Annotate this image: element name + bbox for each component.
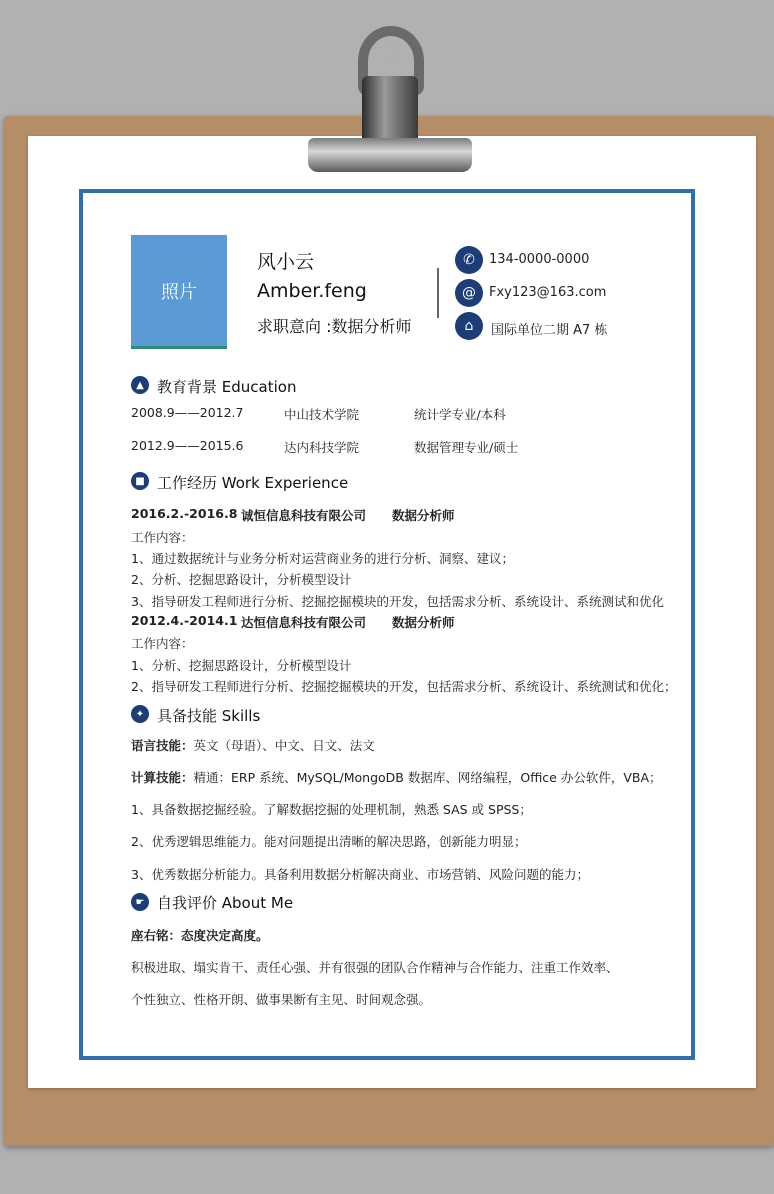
- candidate-english-name: Amber.feng: [257, 280, 367, 302]
- candidate-name: 风小云: [257, 251, 315, 273]
- job-period: 2012.4.-2014.1: [131, 613, 238, 628]
- job-content-label: 工作内容：: [131, 530, 194, 545]
- about-line: 积极进取、塌实肯干、责任心强、并有很强的团队合作精神与合作能力、注重工作效率、: [131, 960, 619, 975]
- contact-phone: 134-0000-0000: [489, 252, 590, 267]
- skill-item: 1、具备数据挖掘经验。了解数据挖掘的处理机制，熟悉 SAS 或 SPSS；: [131, 802, 532, 817]
- job-item: 3、指导研发工程师进行分析、挖掘挖掘模块的开发，包括需求分析、系统设计、系统测试和优化: [131, 594, 664, 609]
- skill-computer: [131, 768, 662, 786]
- location-icon: ⌂: [455, 312, 483, 340]
- contact-email: Fxy123@163.com: [489, 285, 607, 300]
- job-item: 2、分析、挖掘思路设计，分析模型设计: [131, 572, 352, 587]
- about-motto: 座右铭：态度决定高度。: [131, 928, 269, 943]
- skill-language: [131, 736, 375, 754]
- edu-period: 2008.9——2012.7: [131, 405, 244, 420]
- section-title-about: 自我评价 About Me: [157, 894, 294, 912]
- skill-computer-label: 计算技能：: [131, 770, 194, 785]
- key-icon: ✦: [131, 705, 149, 723]
- skill-language-value: 英文（母语）、中文、日文、法文: [193, 738, 375, 753]
- photo-label: 照片: [161, 281, 197, 303]
- header-divider: [437, 268, 439, 318]
- job-item: 1、通过数据统计与业务分析对运营商业务的进行分析、洞察、建议；: [131, 551, 514, 566]
- briefcase-icon: ■: [131, 472, 149, 490]
- section-title-skills: 具备技能 Skills: [157, 707, 261, 725]
- job-content-label: 工作内容：: [131, 636, 194, 651]
- edu-major: 数据管理专业/硕士: [414, 440, 519, 455]
- job-company: 达恒信息科技有限公司: [241, 615, 367, 630]
- graduation-cap-icon: ▲: [131, 376, 149, 394]
- section-title-education: 教育背景 Education: [157, 378, 297, 396]
- job-intent: 求职意向 :数据分析师: [257, 317, 412, 336]
- edu-school: 中山技术学院: [284, 407, 360, 422]
- about-line: 个性独立、性格开朗、做事果断有主见、时间观念强。: [131, 992, 432, 1007]
- at-icon: @: [455, 279, 483, 307]
- job-period: 2016.2.-2016.8: [131, 506, 238, 521]
- skill-item: 2、优秀逻辑思维能力。能对问题提出清晰的解决思路，创新能力明显；: [131, 834, 527, 849]
- job-company: 诚恒信息科技有限公司: [241, 508, 367, 523]
- phone-icon: ✆: [455, 246, 483, 274]
- binder-clip-icon: [300, 26, 476, 176]
- contact-address: 国际单位二期 A7 栋: [491, 323, 608, 338]
- photo-placeholder: [131, 235, 227, 349]
- hand-pointer-icon: ☛: [131, 893, 149, 911]
- job-role: 数据分析师: [392, 508, 455, 523]
- skill-item: 3、优秀数据分析能力。具备利用数据分析解决商业、市场营销、风险问题的能力；: [131, 867, 589, 882]
- edu-period: 2012.9——2015.6: [131, 438, 244, 453]
- edu-school: 达内科技学院: [284, 440, 360, 455]
- section-title-work: 工作经历 Work Experience: [157, 474, 349, 492]
- job-role: 数据分析师: [392, 615, 455, 630]
- skill-computer-value: 精通：ERP 系统、MySQL/MongoDB 数据库、网络编程，Office 办公软件，VBA；: [193, 770, 662, 785]
- skill-language-label: 语言技能：: [131, 738, 194, 753]
- job-item: 2、指导研发工程师进行分析、挖掘挖掘模块的开发，包括需求分析、系统设计、系统测试和优化；: [131, 679, 677, 694]
- edu-major: 统计学专业/本科: [414, 407, 506, 422]
- job-item: 1、分析、挖掘思路设计，分析模型设计: [131, 658, 352, 673]
